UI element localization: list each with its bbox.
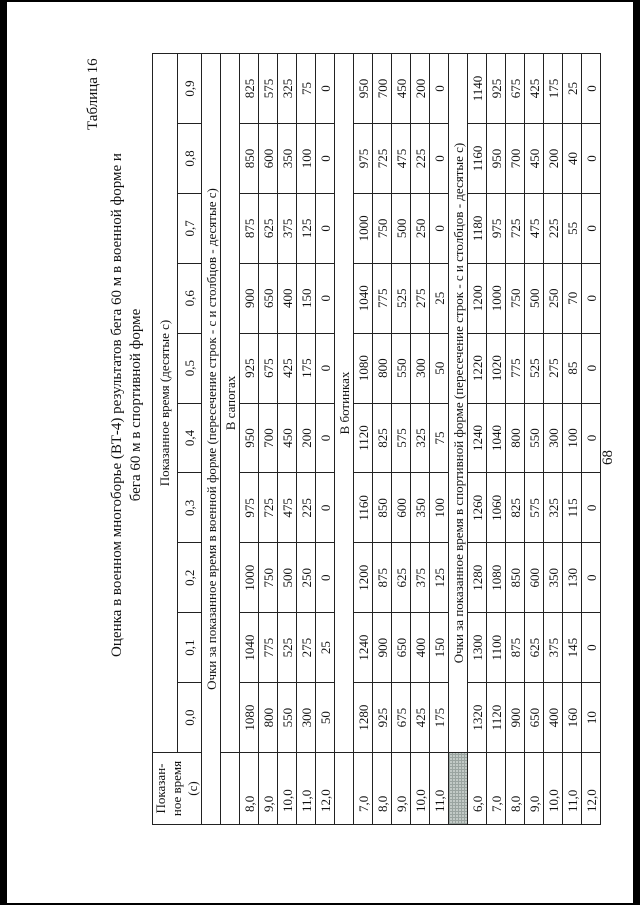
time-cell: 11,0 [297,753,316,825]
score-cell: 0 [316,263,335,333]
time-cell: 7,0 [487,753,506,825]
score-cell: 425 [411,683,430,753]
time-cell: 8,0 [373,753,392,825]
score-cell: 1080 [240,683,259,753]
score-cell: 700 [373,54,392,124]
score-cell: 550 [525,403,544,473]
score-cell: 100 [297,123,316,193]
column-header: 0,1 [177,613,202,683]
score-cell: 25 [316,613,335,683]
score-cell: 1180 [468,193,487,263]
score-cell: 550 [278,683,297,753]
score-cell: 275 [544,333,563,403]
page-number: 68 [600,450,616,465]
column-header: 0,4 [177,403,202,473]
table-row [487,54,506,825]
column-header: 0,8 [177,123,202,193]
score-cell: 375 [411,543,430,613]
score-cell: 575 [525,473,544,543]
score-cell: 300 [411,333,430,403]
score-cell: 0 [582,613,601,683]
score-cell: 55 [563,193,582,263]
score-cell: 145 [563,613,582,683]
blank-cell [335,753,354,825]
column-header: 0,9 [177,54,202,124]
score-cell: 875 [506,613,525,683]
time-cell: 8,0 [240,753,259,825]
score-cell: 825 [373,403,392,473]
table-title [108,55,146,755]
score-cell: 600 [392,473,411,543]
score-cell: 825 [506,473,525,543]
score-cell: 450 [392,54,411,124]
score-cell: 25 [563,54,582,124]
score-cell: 675 [392,683,411,753]
score-cell: 1320 [468,683,487,753]
score-cell: 200 [411,54,430,124]
score-cell: 800 [506,403,525,473]
score-cell: 160 [563,683,582,753]
score-cell: 200 [544,123,563,193]
score-cell: 525 [525,333,544,403]
score-cell: 400 [278,263,297,333]
score-cell: 0 [582,193,601,263]
score-cell: 0 [316,54,335,124]
score-cell: 0 [582,54,601,124]
title-line-2: бега 60 м в спортивной форме [128,308,144,502]
score-cell: 250 [297,543,316,613]
score-cell: 300 [297,683,316,753]
score-cell: 750 [506,263,525,333]
score-cell: 1080 [354,333,373,403]
score-cell: 300 [544,403,563,473]
table-row [430,54,449,825]
score-cell: 150 [297,263,316,333]
score-cell: 225 [411,123,430,193]
score-cell: 0 [316,403,335,473]
score-cell: 975 [240,473,259,543]
score-cell: 250 [411,193,430,263]
score-cell: 1020 [487,333,506,403]
score-cell: 85 [563,333,582,403]
score-cell: 725 [506,193,525,263]
title-line-1: Оценка в военном многоборье (ВТ-4) результатов бега 60 м в военной форме и [109,153,125,657]
table-row [297,54,316,825]
score-cell: 325 [278,54,297,124]
score-cell: 125 [297,193,316,263]
table-row [582,54,601,825]
time-cell: 10,0 [411,753,430,825]
score-cell: 675 [506,54,525,124]
score-cell: 925 [373,683,392,753]
score-cell: 725 [373,123,392,193]
score-cell: 0 [582,263,601,333]
table-label: Таблица 16 [85,58,101,130]
score-cell: 125 [430,543,449,613]
score-cell: 575 [392,403,411,473]
score-cell: 850 [240,123,259,193]
time-cell: 10,0 [544,753,563,825]
score-cell: 100 [430,473,449,543]
score-cell: 0 [430,123,449,193]
table-row [525,54,544,825]
score-cell: 75 [430,403,449,473]
score-cell: 750 [373,193,392,263]
score-cell: 1100 [487,613,506,683]
score-cell: 325 [411,403,430,473]
score-cell: 1080 [487,543,506,613]
time-cell: 11,0 [430,753,449,825]
score-cell: 275 [411,263,430,333]
table-row [563,54,582,825]
time-cell: 7,0 [354,753,373,825]
score-cell: 0 [316,193,335,263]
score-cell: 900 [506,683,525,753]
score-cell: 1000 [487,263,506,333]
score-cell: 650 [259,263,278,333]
score-cell: 450 [525,123,544,193]
score-cell: 950 [487,123,506,193]
score-cell: 175 [544,54,563,124]
table-row [354,54,373,825]
blank-cell [221,753,240,825]
section-caption: Очки за показанное время в спортивной форме (пересечение строк - с и столбцов - десятые с) [449,54,468,753]
score-cell: 650 [392,613,411,683]
score-cell: 0 [316,123,335,193]
score-cell: 1140 [468,54,487,124]
score-cell: 750 [259,543,278,613]
score-cell: 800 [259,683,278,753]
score-cell: 700 [506,123,525,193]
table-body [202,54,601,825]
score-cell: 1000 [240,543,259,613]
score-cell: 875 [240,193,259,263]
score-cell: 350 [278,123,297,193]
score-cell: 1060 [487,473,506,543]
column-header: 0,0 [177,683,202,753]
row-header: Показан-ное время (с) [153,753,202,825]
score-cell: 250 [544,263,563,333]
score-cell: 10 [582,683,601,753]
score-cell: 0 [582,333,601,403]
score-cell: 625 [259,193,278,263]
score-cell: 50 [316,683,335,753]
group-header: Показанное время (десятые с) [153,54,178,753]
score-cell: 375 [278,193,297,263]
time-cell: 6,0 [468,753,487,825]
section-subcaption-row [335,54,354,825]
score-cell: 350 [544,543,563,613]
score-cell: 775 [259,613,278,683]
scoring-table [152,53,601,825]
score-cell: 25 [430,263,449,333]
score-cell: 0 [582,543,601,613]
score-cell: 200 [297,403,316,473]
table-row [278,54,297,825]
score-cell: 650 [525,683,544,753]
score-cell: 475 [525,193,544,263]
score-cell: 775 [506,333,525,403]
score-cell: 1200 [354,543,373,613]
section-caption-row [449,54,468,825]
score-cell: 40 [563,123,582,193]
score-cell: 800 [373,333,392,403]
column-header: 0,2 [177,543,202,613]
time-cell: 12,0 [316,753,335,825]
score-cell: 400 [411,613,430,683]
section-caption-row [202,54,221,825]
score-cell: 575 [259,54,278,124]
score-cell: 275 [297,613,316,683]
score-cell: 75 [297,54,316,124]
column-header-row [177,54,202,825]
score-cell: 975 [354,123,373,193]
score-cell: 950 [240,403,259,473]
time-cell: 10,0 [278,753,297,825]
score-cell: 130 [563,543,582,613]
section-subcaption-row [221,54,240,825]
score-cell: 375 [544,613,563,683]
section-subcaption: В ботинках [335,54,354,753]
column-header: 0,7 [177,193,202,263]
score-cell: 525 [392,263,411,333]
score-cell: 1040 [487,403,506,473]
score-cell: 1000 [354,193,373,263]
score-cell: 225 [297,473,316,543]
score-cell: 700 [259,403,278,473]
column-header: 0,5 [177,333,202,403]
score-cell: 1280 [354,683,373,753]
score-cell: 550 [392,333,411,403]
table-header [153,54,202,825]
score-cell: 1280 [468,543,487,613]
score-cell: 0 [582,403,601,473]
score-cell: 225 [544,193,563,263]
score-cell: 775 [373,263,392,333]
score-cell: 1160 [354,473,373,543]
score-cell: 600 [525,543,544,613]
score-cell: 500 [525,263,544,333]
score-cell: 475 [278,473,297,543]
score-cell: 1240 [468,403,487,473]
score-cell: 150 [430,613,449,683]
score-cell: 1160 [468,123,487,193]
score-cell: 350 [411,473,430,543]
score-cell: 850 [506,543,525,613]
score-cell: 1200 [468,263,487,333]
table-row [411,54,430,825]
score-cell: 1240 [354,613,373,683]
score-cell: 625 [392,543,411,613]
section-caption: Очки за показанное время в военной форме (пересечение строк - с и столбцов - десятые с) [202,54,221,825]
table-row [392,54,411,825]
score-cell: 425 [525,54,544,124]
column-header: 0,6 [177,263,202,333]
score-cell: 0 [316,473,335,543]
score-cell: 900 [240,263,259,333]
score-cell: 0 [582,123,601,193]
score-cell: 0 [430,193,449,263]
score-cell: 900 [373,613,392,683]
table-row [259,54,278,825]
time-cell: 9,0 [259,753,278,825]
score-cell: 1300 [468,613,487,683]
tone-cell [449,753,468,825]
score-cell: 425 [278,333,297,403]
score-cell: 925 [240,333,259,403]
time-cell: 12,0 [582,753,601,825]
table-row [240,54,259,825]
score-cell: 625 [525,613,544,683]
table-row [468,54,487,825]
score-cell: 725 [259,473,278,543]
score-cell: 1260 [468,473,487,543]
score-cell: 0 [316,543,335,613]
section-subcaption: В сапогах [221,54,240,753]
time-cell: 11,0 [563,753,582,825]
time-cell: 8,0 [506,753,525,825]
score-cell: 950 [354,54,373,124]
score-cell: 1220 [468,333,487,403]
score-cell: 875 [373,543,392,613]
score-cell: 825 [240,54,259,124]
score-cell: 675 [259,333,278,403]
score-cell: 925 [487,54,506,124]
score-cell: 500 [278,543,297,613]
score-cell: 50 [430,333,449,403]
score-cell: 1120 [354,403,373,473]
score-cell: 0 [582,473,601,543]
column-header: 0,3 [177,473,202,543]
score-cell: 850 [373,473,392,543]
score-cell: 115 [563,473,582,543]
score-cell: 175 [430,683,449,753]
score-cell: 450 [278,403,297,473]
table-row [544,54,563,825]
score-cell: 0 [316,333,335,403]
score-cell: 600 [259,123,278,193]
score-cell: 525 [278,613,297,683]
table-row [373,54,392,825]
score-cell: 175 [297,333,316,403]
score-cell: 475 [392,123,411,193]
time-cell: 9,0 [525,753,544,825]
score-cell: 400 [544,683,563,753]
table-row [506,54,525,825]
score-cell: 100 [563,403,582,473]
score-cell: 1120 [487,683,506,753]
table-row [316,54,335,825]
score-cell: 70 [563,263,582,333]
score-cell: 1040 [354,263,373,333]
time-cell: 9,0 [392,753,411,825]
score-cell: 325 [544,473,563,543]
score-cell: 500 [392,193,411,263]
score-cell: 1040 [240,613,259,683]
score-cell: 0 [430,54,449,124]
score-cell: 975 [487,193,506,263]
